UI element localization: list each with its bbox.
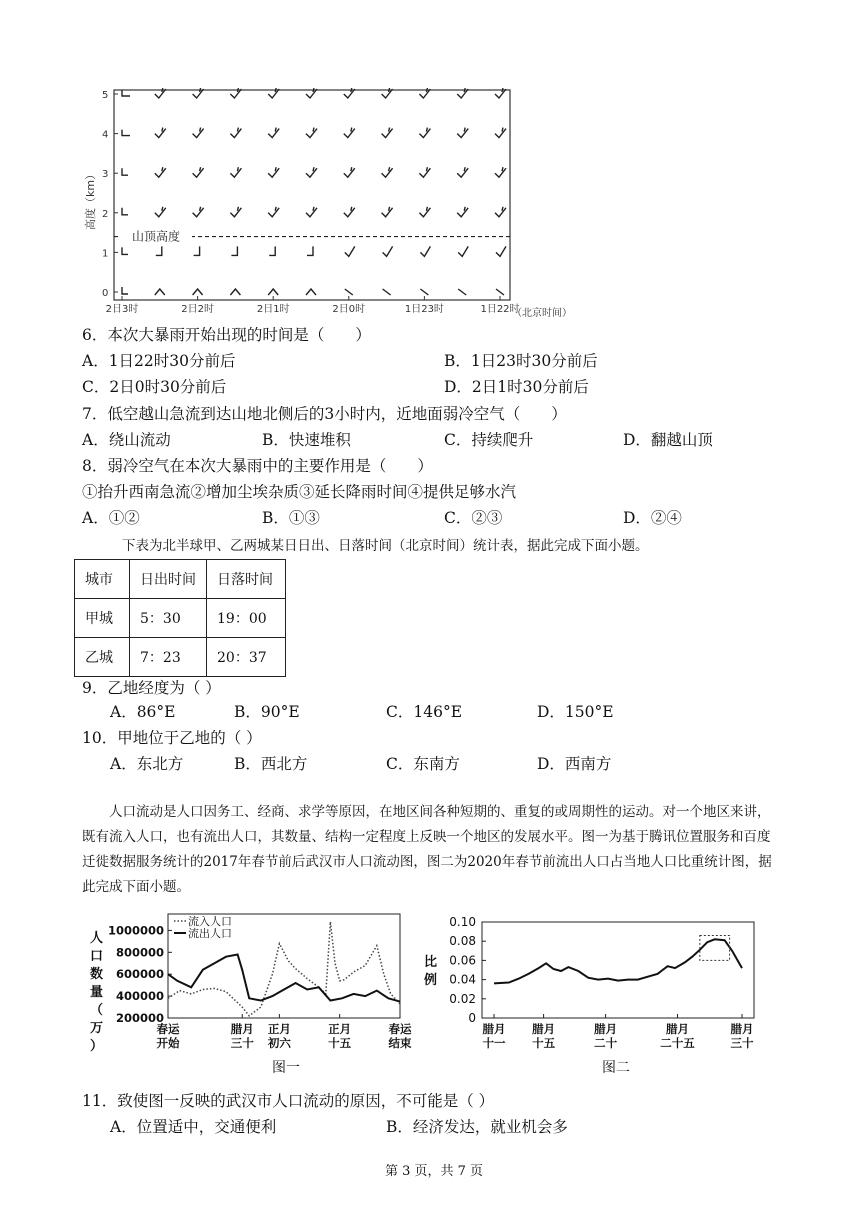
table-row bbox=[75, 638, 286, 677]
wind-barb-symbol bbox=[193, 128, 204, 138]
wind-barb-symbol bbox=[382, 167, 393, 177]
wind-y-tick-label: 0 bbox=[102, 288, 109, 299]
figure1-y-tick-label: 1000000 bbox=[107, 923, 164, 938]
wind-x-tick-label: 1日23时 bbox=[404, 304, 444, 315]
figure1-x-tick-label: 腊月 bbox=[230, 1022, 254, 1036]
wind-barb-symbol bbox=[155, 128, 166, 138]
wind-barb-symbol bbox=[268, 167, 279, 177]
wind-barb-symbol bbox=[122, 168, 128, 175]
figure2-y-tick-label: 0.10 bbox=[449, 915, 476, 929]
q10-option-c: C．东南方 bbox=[386, 755, 460, 773]
wind-barb-symbol bbox=[122, 130, 130, 136]
wind-barb-symbol bbox=[419, 207, 430, 217]
figure2-y-tick-label: 0.02 bbox=[449, 991, 476, 1006]
wind-y-tick-label: 3 bbox=[102, 169, 109, 181]
figure1-x-tick-label: 结束 bbox=[388, 1036, 412, 1050]
figure1-x-tick-label: 正月 bbox=[328, 1022, 352, 1036]
mountain-top-label: 山顶高度 bbox=[132, 229, 181, 244]
wind-barb-symbol bbox=[457, 128, 468, 138]
q11-stem: 11．致使图一反映的武汉市人口流动的原因，不可能是（ ） bbox=[82, 1092, 495, 1110]
page-footer: 第 3 页，共 7 页 bbox=[384, 1164, 484, 1179]
wind-barb-symbol bbox=[382, 128, 393, 138]
wind-barb-symbol bbox=[193, 167, 204, 177]
wind-barb-symbol bbox=[306, 128, 317, 138]
wind-barb-symbol bbox=[193, 207, 204, 217]
legend-inflow: 流入人口 bbox=[188, 915, 232, 928]
q8-option-b: B．①③ bbox=[262, 509, 320, 527]
wind-barb-chart bbox=[80, 80, 600, 325]
wind-barb-symbol bbox=[122, 287, 128, 294]
figure2-ylabel-chars: 比例 bbox=[424, 955, 438, 988]
figure1-y-tick-label: 600000 bbox=[115, 967, 164, 982]
q7-stem: 7．低空越山急流到达山地北侧后的3小时内，近地面弱冷空气（ ） bbox=[82, 405, 567, 423]
q7-option-a: A．绕山流动 bbox=[82, 431, 171, 449]
wind-barb-symbol bbox=[155, 167, 166, 177]
wind-barb-symbol bbox=[306, 207, 317, 217]
figure2-x-tick-label: 腊月 bbox=[482, 1022, 506, 1036]
q10-option-a: A．东北方 bbox=[110, 755, 184, 773]
outflow-series-line bbox=[168, 955, 400, 1002]
figure1-y-tick-label: 200000 bbox=[115, 1011, 164, 1025]
wind-barb-symbol bbox=[193, 289, 203, 295]
wind-barb-symbol bbox=[306, 289, 316, 295]
q6-option-d: D．2日1时30分前后 bbox=[444, 378, 589, 396]
q10-option-d: D．西南方 bbox=[537, 755, 612, 773]
wind-barb-symbol bbox=[457, 167, 468, 177]
wind-chart-ylabel: 高度（km） bbox=[84, 168, 97, 230]
figure2-y-tick-label: 0.08 bbox=[449, 934, 476, 949]
wind-x-tick-label: 2日3时 bbox=[105, 304, 139, 315]
figure2-ratio-chart bbox=[420, 908, 780, 1078]
table-row bbox=[75, 599, 286, 638]
figure2-x-tick-label: 腊月 bbox=[594, 1022, 618, 1036]
ratio-series-line bbox=[494, 939, 742, 983]
wind-barb-symbol bbox=[307, 246, 313, 255]
q8-option-c: C．②③ bbox=[444, 509, 503, 527]
wind-barb-symbol bbox=[383, 289, 391, 295]
figure2-y-tick-label: 0 bbox=[468, 1011, 476, 1025]
figure2-x-tick-label: 十一 bbox=[482, 1036, 506, 1050]
wind-barb-symbol bbox=[306, 167, 317, 177]
q9-option-d: D．150°E bbox=[537, 703, 614, 721]
table-cell: 19：00 bbox=[207, 599, 286, 638]
q10-option-b: B．西北方 bbox=[234, 755, 308, 773]
figure2-x-tick-label: 腊月 bbox=[532, 1022, 556, 1036]
table-header-row bbox=[75, 560, 286, 599]
q9-option-a: A．86°E bbox=[110, 703, 176, 721]
figure2-y-tick-label: 0.06 bbox=[449, 953, 476, 968]
q9-option-c: C．146°E bbox=[386, 703, 463, 721]
figure1-title: 图一 bbox=[272, 1060, 300, 1076]
figure2-x-tick-label: 三十 bbox=[730, 1036, 754, 1050]
figure2-x-tick-label: 二十五 bbox=[660, 1036, 695, 1050]
wind-barb-symbol bbox=[230, 128, 241, 138]
wind-barb-symbol bbox=[230, 167, 241, 177]
wind-barb-symbol bbox=[496, 246, 506, 256]
figure1-x-tick-label: 开始 bbox=[156, 1036, 180, 1050]
q9-stem: 9．乙地经度为（ ） bbox=[82, 679, 221, 697]
q6-stem: 6．本次大暴雨开始出现的时间是（ ） bbox=[82, 326, 371, 344]
figure1-x-tick-label: 十五 bbox=[328, 1036, 352, 1050]
figure1-x-tick-label: 春运 bbox=[156, 1022, 180, 1036]
wind-y-tick-label: 4 bbox=[102, 129, 109, 141]
wind-barb-symbol bbox=[122, 247, 128, 254]
q9-option-b: B．90°E bbox=[234, 703, 300, 721]
figure1-legend bbox=[174, 914, 232, 940]
wind-x-tick-label: 2日1时 bbox=[256, 304, 290, 315]
wind-barb-symbol bbox=[345, 289, 353, 295]
table-header-cell: 城市 bbox=[75, 560, 130, 599]
wind-barb-symbol bbox=[495, 207, 506, 217]
wind-barb-symbol bbox=[268, 289, 278, 295]
wind-barb-symbol bbox=[230, 207, 241, 217]
wind-barb-symbol bbox=[344, 207, 355, 217]
wind-barb-symbol bbox=[458, 289, 466, 295]
wind-barb-symbol bbox=[495, 128, 506, 138]
figure1-y-tick-label: 800000 bbox=[115, 945, 164, 960]
figure2-x-tick-label: 腊月 bbox=[666, 1022, 690, 1036]
wind-x-tick-label: 1日22时 bbox=[480, 304, 520, 315]
q11-option-a: A．位置适中，交通便利 bbox=[110, 1118, 277, 1136]
wind-barb-symbol bbox=[156, 246, 162, 255]
wind-barb-symbol bbox=[268, 128, 279, 138]
wind-barb-symbol bbox=[344, 167, 355, 177]
figure2-title: 图二 bbox=[602, 1060, 630, 1076]
wind-barb-symbol bbox=[122, 208, 128, 215]
q8-option-d: D．②④ bbox=[623, 509, 682, 527]
wind-barb-symbol bbox=[231, 246, 237, 255]
figure2-y-tick-label: 0.04 bbox=[449, 972, 476, 987]
q7-option-c: C．持续爬升 bbox=[444, 431, 534, 449]
figure1-x-tick-label: 正月 bbox=[267, 1022, 291, 1036]
figure2-frame bbox=[482, 922, 754, 1018]
figure1-y-tick-label: 400000 bbox=[115, 989, 164, 1004]
q6-option-c: C．2日0时30分前后 bbox=[82, 378, 227, 396]
q8-option-a: A．①② bbox=[82, 509, 140, 527]
wind-barb-symbol bbox=[155, 207, 166, 217]
figure1-x-tick-label: 三十 bbox=[230, 1036, 254, 1050]
wind-y-tick-label: 1 bbox=[102, 248, 109, 260]
figure1-x-tick-label: 春运 bbox=[388, 1022, 412, 1036]
wind-chart-frame bbox=[114, 90, 510, 300]
wind-barb-symbol bbox=[457, 207, 468, 217]
figure2-x-tick-label: 二十 bbox=[594, 1036, 618, 1050]
wind-barb-symbol bbox=[419, 167, 430, 177]
q7-option-d: D．翻越山顶 bbox=[623, 431, 713, 449]
wind-barb-symbol bbox=[382, 207, 393, 217]
wind-barb-symbol bbox=[155, 289, 165, 295]
figure1-ylabel-chars: 人口数量（万） bbox=[90, 931, 104, 1054]
q6-option-b: B．1日23时30分前后 bbox=[444, 352, 598, 370]
table-cell: 7：23 bbox=[130, 638, 207, 677]
wind-barb-symbol bbox=[230, 289, 240, 295]
population-passage: 人口流动是人口因务工、经商、求学等原因，在地区间各种短期的、重复的或周期性的运动。对一个地区来讲，既有流入人口，也有流出人口，其数量、结构一定程度上反映一个地区的发展水平。图一为基于腾讯位置服务和百度迁徙数据服务统计的2017年春节前后武汉市人口流动图，图二为2020年春节前流出人口占当地人口比重统计图，据此完成下面小题。 bbox=[82, 804, 772, 895]
q8-statements: ①抬升西南急流②增加尘埃杂质③延长降雨时间④提供足够水汽 bbox=[82, 483, 517, 501]
wind-barb-symbol bbox=[269, 246, 275, 255]
wind-barb-symbol bbox=[419, 128, 430, 138]
table-cell: 乙城 bbox=[75, 638, 130, 677]
figure2-x-tick-label: 十五 bbox=[532, 1036, 556, 1050]
table-cell: 5：30 bbox=[130, 599, 207, 638]
figure1-population-chart bbox=[82, 908, 412, 1078]
table-header-cell: 日落时间 bbox=[207, 560, 286, 599]
wind-barbs-group bbox=[122, 88, 506, 295]
q8-stem: 8．弱冷空气在本次大暴雨中的主要作用是（ ） bbox=[82, 457, 433, 475]
wind-y-tick-label: 2 bbox=[102, 208, 109, 220]
q6-option-a: A．1日22时30分前后 bbox=[82, 352, 236, 370]
wind-barb-symbol bbox=[420, 289, 428, 295]
wind-x-tick-label: 2日0时 bbox=[332, 304, 366, 315]
wind-barb-symbol bbox=[495, 167, 506, 177]
sunrise-sunset-table bbox=[74, 559, 286, 677]
wind-chart-x-suffix: （北京时间） bbox=[512, 308, 572, 319]
table-cell: 甲城 bbox=[75, 599, 130, 638]
q7-option-b: B．快速堆积 bbox=[262, 431, 351, 449]
q11-option-b: B．经济发达，就业机会多 bbox=[386, 1118, 568, 1136]
wind-barb-symbol bbox=[268, 207, 279, 217]
wind-barb-symbol bbox=[345, 246, 355, 256]
figure1-x-tick-label: 初六 bbox=[267, 1036, 291, 1050]
wind-barb-symbol bbox=[383, 246, 393, 256]
legend-outflow: 流出人口 bbox=[188, 927, 232, 940]
wind-x-tick-label: 2日2时 bbox=[181, 304, 214, 315]
figure2-x-tick-label: 腊月 bbox=[730, 1022, 754, 1036]
wind-barb-symbol bbox=[344, 128, 355, 138]
table-intro: 下表为北半球甲、乙两城某日日出、日落时间（北京时间）统计表，据此完成下面小题。 bbox=[122, 538, 649, 554]
table-header-cell: 日出时间 bbox=[130, 560, 207, 599]
wind-barb-symbol bbox=[420, 246, 430, 256]
wind-barb-symbol bbox=[122, 90, 130, 96]
wind-y-tick-label: 5 bbox=[102, 90, 109, 101]
wind-barb-symbol bbox=[496, 289, 504, 295]
wind-barb-symbol bbox=[458, 246, 468, 256]
table-cell: 20：37 bbox=[207, 638, 286, 677]
q10-stem: 10．甲地位于乙地的（ ） bbox=[82, 729, 262, 747]
wind-barb-symbol bbox=[194, 246, 200, 255]
